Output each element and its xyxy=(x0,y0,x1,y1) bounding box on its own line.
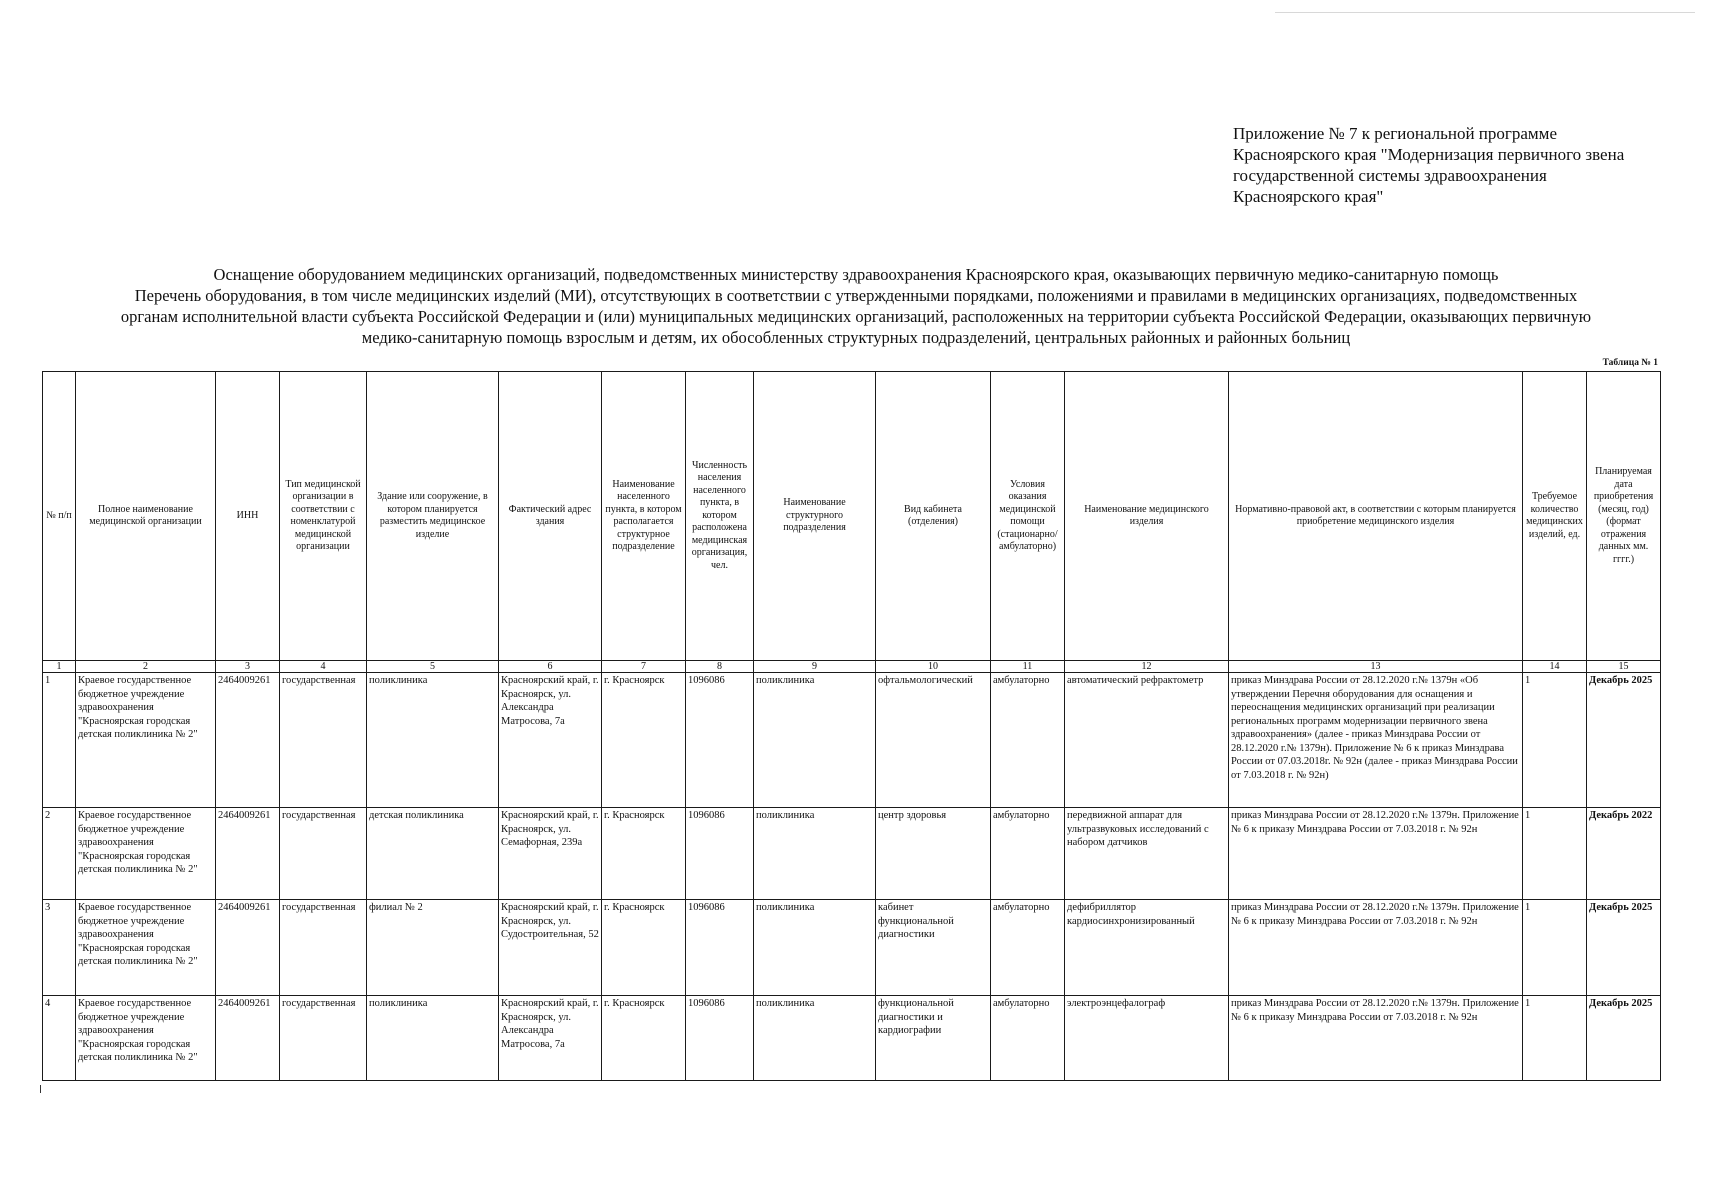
unit-cell: поликлиника xyxy=(754,996,876,1081)
header-cell: Наименование структурного подразделения xyxy=(754,372,876,661)
quantity-cell: 1 xyxy=(1523,808,1587,900)
header-cell: Фактический адрес здания xyxy=(499,372,602,661)
org-type-cell: государственная xyxy=(280,996,367,1081)
column-number: 13 xyxy=(1229,661,1523,673)
org-name-cell: Краевое государственное бюджетное учреждение здравоохранения "Красноярская городская детская поликлиника № 2" xyxy=(76,996,216,1081)
quantity-cell: 1 xyxy=(1523,996,1587,1081)
header-cell: Здание или сооружение, в котором планируется разместить медицинское изделие xyxy=(367,372,499,661)
cabinet-cell: кабинет функциональной диагностики xyxy=(876,900,991,996)
column-number-row xyxy=(43,661,1661,673)
date-cell: Декабрь 2025 xyxy=(1587,673,1661,808)
header-cell: Численность населения населенного пункта, в котором расположена медицинская организация, чел. xyxy=(686,372,754,661)
column-number: 4 xyxy=(280,661,367,673)
date-cell: Декабрь 2022 xyxy=(1587,808,1661,900)
settlement-cell: г. Красноярск xyxy=(602,900,686,996)
column-number: 7 xyxy=(602,661,686,673)
column-number: 1 xyxy=(43,661,76,673)
column-number: 8 xyxy=(686,661,754,673)
column-number: 2 xyxy=(76,661,216,673)
title-line: органам исполнительной власти субъекта Российской Федерации и (или) муниципальных медицинских организаций, расположенных на территории субъекта Российской Федерации, оказывающих первичную xyxy=(120,307,1592,326)
column-number: 5 xyxy=(367,661,499,673)
header-cell: Наименование населенного пункта, в котором располагается структурное подразделение xyxy=(602,372,686,661)
building-cell: поликлиника xyxy=(367,673,499,808)
population-cell: 1096086 xyxy=(686,673,754,808)
address-cell: Красноярский край, г. Красноярск, ул. Александра Матросова, 7а xyxy=(499,673,602,808)
inn-cell: 2464009261 xyxy=(216,996,280,1081)
org-name-cell: Краевое государственное бюджетное учреждение здравоохранения "Красноярская городская детская поликлиника № 2" xyxy=(76,808,216,900)
conditions-cell: амбулаторно xyxy=(991,673,1065,808)
device-cell: дефибриллятор кардиосинхронизированный xyxy=(1065,900,1229,996)
column-number: 6 xyxy=(499,661,602,673)
column-number: 10 xyxy=(876,661,991,673)
inn-cell: 2464009261 xyxy=(216,808,280,900)
title-line: Оснащение оборудованием медицинских организаций, подведомственных министерству здравоохранения Красноярского края, оказывающих первичную медико-санитарную помощь xyxy=(213,265,1499,284)
quantity-cell: 1 xyxy=(1523,673,1587,808)
column-number: 14 xyxy=(1523,661,1587,673)
settlement-cell: г. Красноярск xyxy=(602,996,686,1081)
unit-cell: поликлиника xyxy=(754,808,876,900)
table-row xyxy=(43,808,1661,900)
column-number: 15 xyxy=(1587,661,1661,673)
appendix-line: Красноярского края" xyxy=(1233,187,1384,206)
address-cell: Красноярский край, г. Красноярск, ул. Александра Матросова, 7а xyxy=(499,996,602,1081)
header-cell: ИНН xyxy=(216,372,280,661)
date-cell: Декабрь 2025 xyxy=(1587,900,1661,996)
device-cell: передвижной аппарат для ультразвуковых исследований с набором датчиков xyxy=(1065,808,1229,900)
building-cell: детская поликлиника xyxy=(367,808,499,900)
header-cell: Планируемая дата приобретения (месяц, год) (формат отражения данных мм. гггг.) xyxy=(1587,372,1661,661)
settlement-cell: г. Красноярск xyxy=(602,808,686,900)
table-header-row xyxy=(43,372,1661,661)
device-cell: автоматический рефрактометр xyxy=(1065,673,1229,808)
legal-act-cell: приказ Минздрава России от 28.12.2020 г.№ 1379н. Приложение № 6 к приказу Минздрава России от 7.03.2018 г. № 92н xyxy=(1229,996,1523,1081)
org-name-cell: Краевое государственное бюджетное учреждение здравоохранения "Красноярская городская детская поликлиника № 2" xyxy=(76,900,216,996)
legal-act-cell: приказ Минздрава России от 28.12.2020 г.№ 1379н «Об утверждении Перечня оборудования для оснащения и переоснащения медицинских организаций при реализации региональных программ модернизации первичного звена здравоохранения» (далее - приказ Минздрава России от 28.12.2020 г.№ 1379н). Приложение № 6 к приказ Минздрава России от 07.03.2018г. № 92н (далее - приказ Минздрава России от 7.03.2018 г. № 92н) xyxy=(1229,673,1523,808)
appendix-line: государственной системы здравоохранения xyxy=(1233,166,1547,185)
appendix-note xyxy=(1233,123,1693,207)
legal-act-cell: приказ Минздрава России от 28.12.2020 г.№ 1379н. Приложение № 6 к приказу Минздрава России от 7.03.2018 г. № 92н xyxy=(1229,900,1523,996)
header-cell: Условия оказания медицинской помощи (стационарно/ амбулаторно) xyxy=(991,372,1065,661)
population-cell: 1096086 xyxy=(686,996,754,1081)
org-type-cell: государственная xyxy=(280,673,367,808)
row-number: 4 xyxy=(43,996,76,1081)
header-cell: Тип медицинской организации в соответствии с номенклатурой медицинской организации xyxy=(280,372,367,661)
org-type-cell: государственная xyxy=(280,808,367,900)
building-cell: поликлиника xyxy=(367,996,499,1081)
unit-cell: поликлиника xyxy=(754,900,876,996)
appendix-line: Красноярского края "Модернизация первичного звена xyxy=(1233,145,1625,164)
appendix-line: Приложение № 7 к региональной программе xyxy=(1233,124,1557,143)
conditions-cell: амбулаторно xyxy=(991,900,1065,996)
header-cell: Требуемое количество медицинских изделий, ед. xyxy=(1523,372,1587,661)
document-title xyxy=(20,264,1692,348)
cabinet-cell: центр здоровья xyxy=(876,808,991,900)
population-cell: 1096086 xyxy=(686,900,754,996)
column-number: 12 xyxy=(1065,661,1229,673)
quantity-cell: 1 xyxy=(1523,900,1587,996)
scan-edge-line xyxy=(1275,12,1695,13)
cabinet-cell: функциональной диагностики и кардиографии xyxy=(876,996,991,1081)
population-cell: 1096086 xyxy=(686,808,754,900)
table-row xyxy=(43,996,1661,1081)
column-number: 11 xyxy=(991,661,1065,673)
header-cell: № п/п xyxy=(43,372,76,661)
header-cell: Нормативно-правовой акт, в соответствии с которым планируется приобретение медицинского изделия xyxy=(1229,372,1523,661)
table-number: Таблица № 1 xyxy=(1602,358,1658,368)
table-row xyxy=(43,673,1661,808)
address-cell: Красноярский край, г. Красноярск, ул. Судостроительная, 52 xyxy=(499,900,602,996)
conditions-cell: амбулаторно xyxy=(991,808,1065,900)
page-edge-mark xyxy=(40,1085,41,1093)
legal-act-cell: приказ Минздрава России от 28.12.2020 г.№ 1379н. Приложение № 6 к приказу Минздрава России от 7.03.2018 г. № 92н xyxy=(1229,808,1523,900)
equipment-table xyxy=(42,371,1661,1081)
inn-cell: 2464009261 xyxy=(216,673,280,808)
title-line: медико-санитарную помощь взрослым и детям, их обособленных структурных подразделений, центральных районных и районных больниц xyxy=(361,328,1351,347)
device-cell: электроэнцефалограф xyxy=(1065,996,1229,1081)
address-cell: Красноярский край, г. Красноярск, ул. Семафорная, 239а xyxy=(499,808,602,900)
header-cell: Полное наименование медицинской организации xyxy=(76,372,216,661)
column-number: 3 xyxy=(216,661,280,673)
header-cell: Наименование медицинского изделия xyxy=(1065,372,1229,661)
org-name-cell: Краевое государственное бюджетное учреждение здравоохранения "Красноярская городская детская поликлиника № 2" xyxy=(76,673,216,808)
date-cell: Декабрь 2025 xyxy=(1587,996,1661,1081)
column-number: 9 xyxy=(754,661,876,673)
building-cell: филиал № 2 xyxy=(367,900,499,996)
table-row xyxy=(43,900,1661,996)
row-number: 3 xyxy=(43,900,76,996)
title-line: Перечень оборудования, в том числе медицинских изделий (МИ), отсутствующих в соответствии с утвержденными порядками, положениями и правилами в медицинских организациях, подведомственных xyxy=(134,286,1578,305)
cabinet-cell: офтальмологический xyxy=(876,673,991,808)
inn-cell: 2464009261 xyxy=(216,900,280,996)
row-number: 1 xyxy=(43,673,76,808)
row-number: 2 xyxy=(43,808,76,900)
unit-cell: поликлиника xyxy=(754,673,876,808)
org-type-cell: государственная xyxy=(280,900,367,996)
conditions-cell: амбулаторно xyxy=(991,996,1065,1081)
header-cell: Вид кабинета (отделения) xyxy=(876,372,991,661)
settlement-cell: г. Красноярск xyxy=(602,673,686,808)
